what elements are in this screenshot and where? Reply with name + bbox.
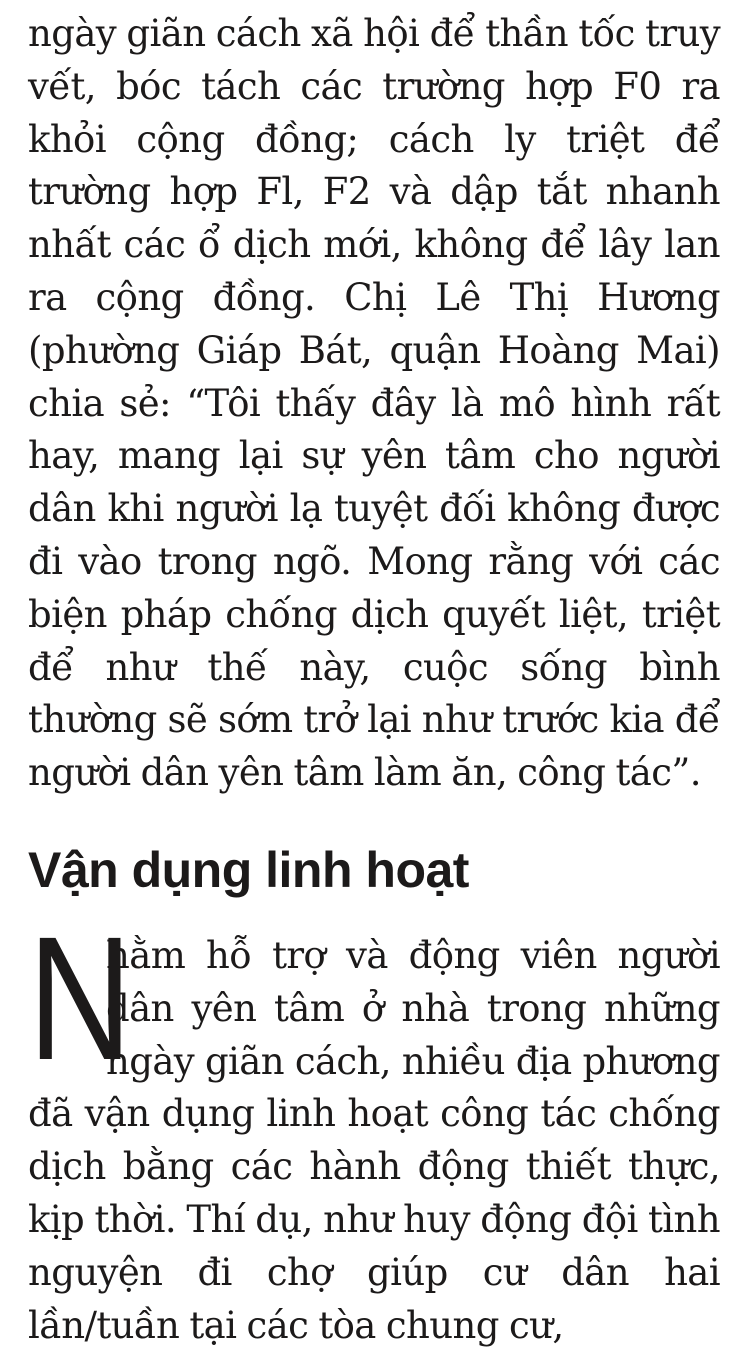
article-body <box>28 8 720 1352</box>
section-heading: Vận dụng linh hoạt <box>28 841 469 898</box>
article-paragraph-with-dropcap <box>28 900 720 1352</box>
drop-cap: N <box>28 900 133 1097</box>
article-paragraph: ngày giãn cách xã hội để thần tốc truy vết, bóc tách các trường hợp F0 ra khỏi cộng đồng; cách ly triệt để trường hợp Fl, F2 và dập tắt nhanh nhất các ổ dịch mới, không để lây lan ra cộng đồng. Chị Lê Thị Hương (phường Giáp Bát, quận Hoàng Mai) chia sẻ: “Tôi thấy đây là mô hình rất hay, mang lại sự yên tâm cho người dân khi người lạ tuyệt đối không được đi vào trong ngõ. Mong rằng với các biện pháp chống dịch quyết liệt, triệt để như thế này, cuộc sống bình thường sẽ sớm trở lại như trước kia để người dân yên tâm làm ăn, công tác”. <box>28 12 720 795</box>
article-paragraph: hằm hỗ trợ và động viên người dân yên tâm ở nhà trong những ngày giãn cách, nhiều địa phương đã vận dụng linh hoạt công tác chống dịch bằng các hành động thiết thực, kịp thời. Thí dụ, như huy động đội tình nguyện đi chợ giúp cư dân hai lần/tuần tại các tòa chung cư, <box>28 933 720 1347</box>
